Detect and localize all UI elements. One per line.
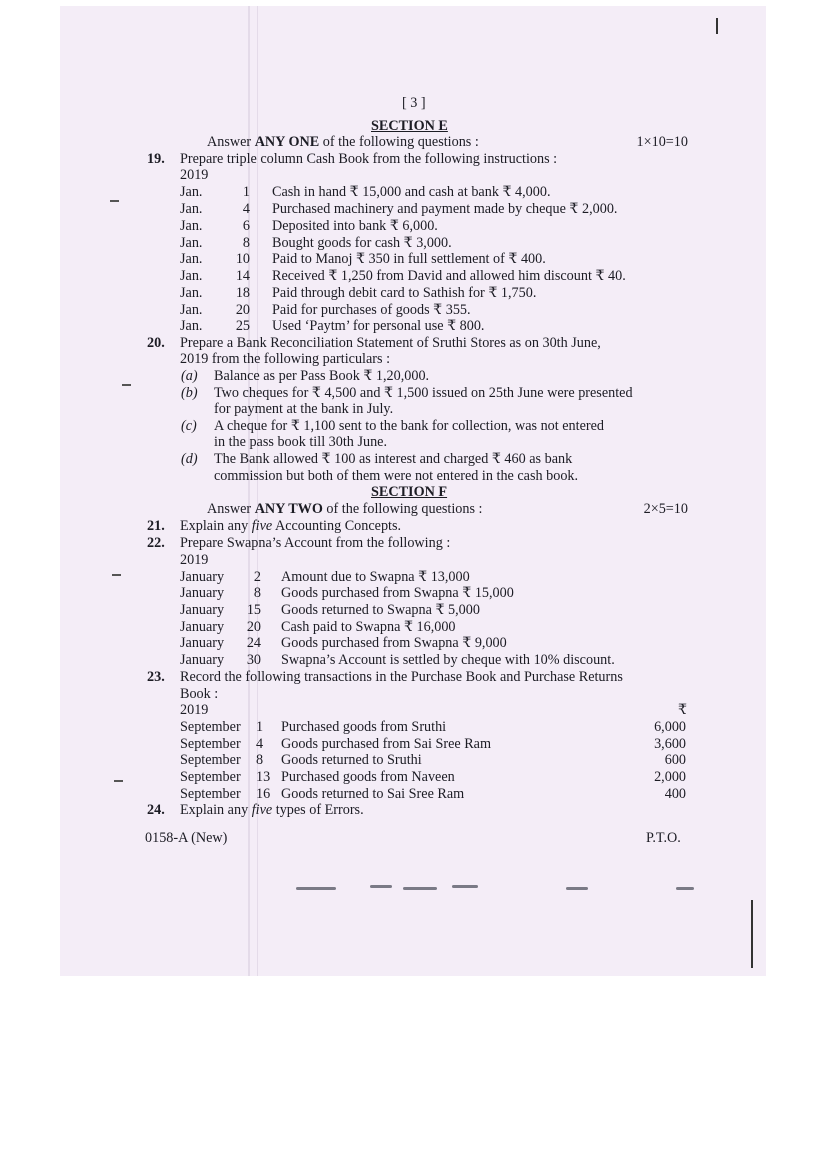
entry-day: 30	[246, 652, 261, 668]
scan-smudge	[676, 887, 694, 890]
edge-tick	[716, 18, 718, 34]
entry-text: Swapna’s Account is settled by cheque with 10% discount.	[281, 652, 615, 668]
scan-smudge	[370, 885, 392, 888]
currency-symbol: ₹	[678, 702, 688, 718]
edge-tick	[751, 900, 753, 968]
entry-day: 8	[256, 752, 264, 768]
entry-day: 14	[235, 268, 250, 284]
section-f-marks: 2×5=10	[643, 501, 688, 517]
entry-day: 16	[256, 786, 271, 802]
entry-month: Jan.	[180, 318, 203, 334]
entry-month: September	[180, 769, 241, 785]
entry-text: Cash in hand ₹ 15,000 and cash at bank ₹ 4,000.	[272, 184, 551, 200]
paper-code: 0158-A (New)	[145, 830, 228, 846]
entry-day: 6	[242, 218, 250, 234]
entry-month: Jan.	[180, 251, 203, 267]
year-label: 2019	[180, 702, 209, 718]
item-text: for payment at the bank in July.	[214, 401, 394, 417]
entry-day: 20	[246, 619, 261, 635]
entry-month: January	[180, 585, 225, 601]
entry-amount: 6,000	[654, 719, 686, 735]
question-text: Prepare Swapna’s Account from the following :	[180, 535, 451, 551]
question-text: 2019 from the following particulars :	[180, 351, 391, 367]
entry-day: 18	[235, 285, 250, 301]
scan-smudge	[452, 885, 478, 888]
year-label: 2019	[180, 552, 209, 568]
item-text: commission but both of them were not entered in the cash book.	[214, 468, 579, 484]
section-e-instruction: Answer ANY ONE of the following questions :	[207, 134, 479, 150]
entry-month: September	[180, 752, 241, 768]
entry-day: 25	[235, 318, 250, 334]
entry-month: Jan.	[180, 302, 203, 318]
section-f-title: SECTION F	[371, 484, 448, 500]
entry-amount: 2,000	[654, 769, 686, 785]
entry-day: 15	[246, 602, 261, 618]
entry-month: Jan.	[180, 218, 203, 234]
entry-amount: 400	[664, 786, 686, 802]
question-text: Explain any five types of Errors.	[180, 802, 364, 818]
scan-smudge	[403, 887, 437, 890]
entry-day: 1	[242, 184, 250, 200]
item-text: A cheque for ₹ 1,100 sent to the bank for collection, was not entered	[214, 418, 605, 434]
item-text: The Bank allowed ₹ 100 as interest and charged ₹ 460 as bank	[214, 451, 573, 467]
entry-text: Amount due to Swapna ₹ 13,000	[281, 569, 470, 585]
item-text: in the pass book till 30th June.	[214, 434, 388, 450]
entry-day: 20	[235, 302, 250, 318]
entry-month: January	[180, 619, 225, 635]
entry-text: Goods returned to Sai Sree Ram	[281, 786, 465, 802]
entry-day: 24	[246, 635, 261, 651]
question-number: 24.	[147, 802, 165, 818]
entry-month: Jan.	[180, 268, 203, 284]
entry-day: 4	[256, 736, 264, 752]
item-text: Two cheques for ₹ 4,500 and ₹ 1,500 issued on 25th June were presented	[214, 385, 633, 401]
section-e-title: SECTION E	[371, 118, 448, 134]
entry-amount: 600	[664, 752, 686, 768]
entry-amount: 3,600	[654, 736, 686, 752]
item-label: (a)	[181, 368, 198, 384]
scan-smudge	[296, 887, 336, 890]
entry-day: 8	[242, 235, 250, 251]
scan-smudge	[566, 887, 588, 890]
entry-text: Purchased goods from Naveen	[281, 769, 455, 785]
margin-mark	[122, 384, 131, 386]
question-text: Prepare a Bank Reconciliation Statement of Sruthi Stores as on 30th June,	[180, 335, 601, 351]
item-label: (b)	[181, 385, 198, 401]
entry-text: Cash paid to Swapna ₹ 16,000	[281, 619, 456, 635]
entry-text: Paid through debit card to Sathish for ₹ 1,750.	[272, 285, 537, 301]
pto-label: P.T.O.	[646, 830, 681, 846]
entry-month: January	[180, 635, 225, 651]
entry-text: Bought goods for cash ₹ 3,000.	[272, 235, 452, 251]
entry-month: September	[180, 736, 241, 752]
question-text: Record the following transactions in the Purchase Book and Purchase Returns	[180, 669, 623, 685]
entry-text: Deposited into bank ₹ 6,000.	[272, 218, 438, 234]
margin-mark	[114, 780, 123, 782]
entry-text: Goods returned to Sruthi	[281, 752, 422, 768]
question-text: Book :	[180, 686, 219, 702]
entry-day: 8	[253, 585, 261, 601]
entry-text: Received ₹ 1,250 from David and allowed him discount ₹ 40.	[272, 268, 626, 284]
margin-mark	[112, 574, 121, 576]
question-number: 23.	[147, 669, 165, 685]
entry-day: 4	[242, 201, 250, 217]
entry-text: Paid for purchases of goods ₹ 355.	[272, 302, 471, 318]
section-e-marks: 1×10=10	[636, 134, 688, 150]
entry-text: Goods purchased from Swapna ₹ 9,000	[281, 635, 507, 651]
entry-text: Purchased machinery and payment made by cheque ₹ 2,000.	[272, 201, 618, 217]
entry-day: 2	[253, 569, 261, 585]
entry-month: September	[180, 786, 241, 802]
entry-month: January	[180, 652, 225, 668]
entry-text: Goods returned to Swapna ₹ 5,000	[281, 602, 480, 618]
entry-day: 13	[256, 769, 271, 785]
entry-month: Jan.	[180, 201, 203, 217]
entry-text: Purchased goods from Sruthi	[281, 719, 447, 735]
item-text: Balance as per Pass Book ₹ 1,20,000.	[214, 368, 430, 384]
question-text: Prepare triple column Cash Book from the following instructions :	[180, 151, 558, 167]
entry-text: Goods purchased from Sai Sree Ram	[281, 736, 492, 752]
entry-month: Jan.	[180, 235, 203, 251]
question-number: 20.	[147, 335, 165, 351]
question-number: 22.	[147, 535, 165, 551]
entry-day: 10	[235, 251, 250, 267]
entry-text: Paid to Manoj ₹ 350 in full settlement of ₹ 400.	[272, 251, 546, 267]
question-text: Explain any five Accounting Concepts.	[180, 518, 402, 534]
item-label: (c)	[181, 418, 197, 434]
entry-month: Jan.	[180, 184, 203, 200]
margin-mark	[110, 200, 119, 202]
entry-month: January	[180, 569, 225, 585]
question-number: 19.	[147, 151, 165, 167]
page-number: [ 3 ]	[402, 95, 426, 111]
section-f-instruction: Answer ANY TWO of the following questions :	[207, 501, 483, 517]
entry-day: 1	[256, 719, 264, 735]
entry-text: Used ‘Paytm’ for personal use ₹ 800.	[272, 318, 485, 334]
question-number: 21.	[147, 518, 165, 534]
entry-month: September	[180, 719, 241, 735]
entry-text: Goods purchased from Swapna ₹ 15,000	[281, 585, 514, 601]
entry-month: Jan.	[180, 285, 203, 301]
year-label: 2019	[180, 167, 209, 183]
item-label: (d)	[181, 451, 198, 467]
entry-month: January	[180, 602, 225, 618]
